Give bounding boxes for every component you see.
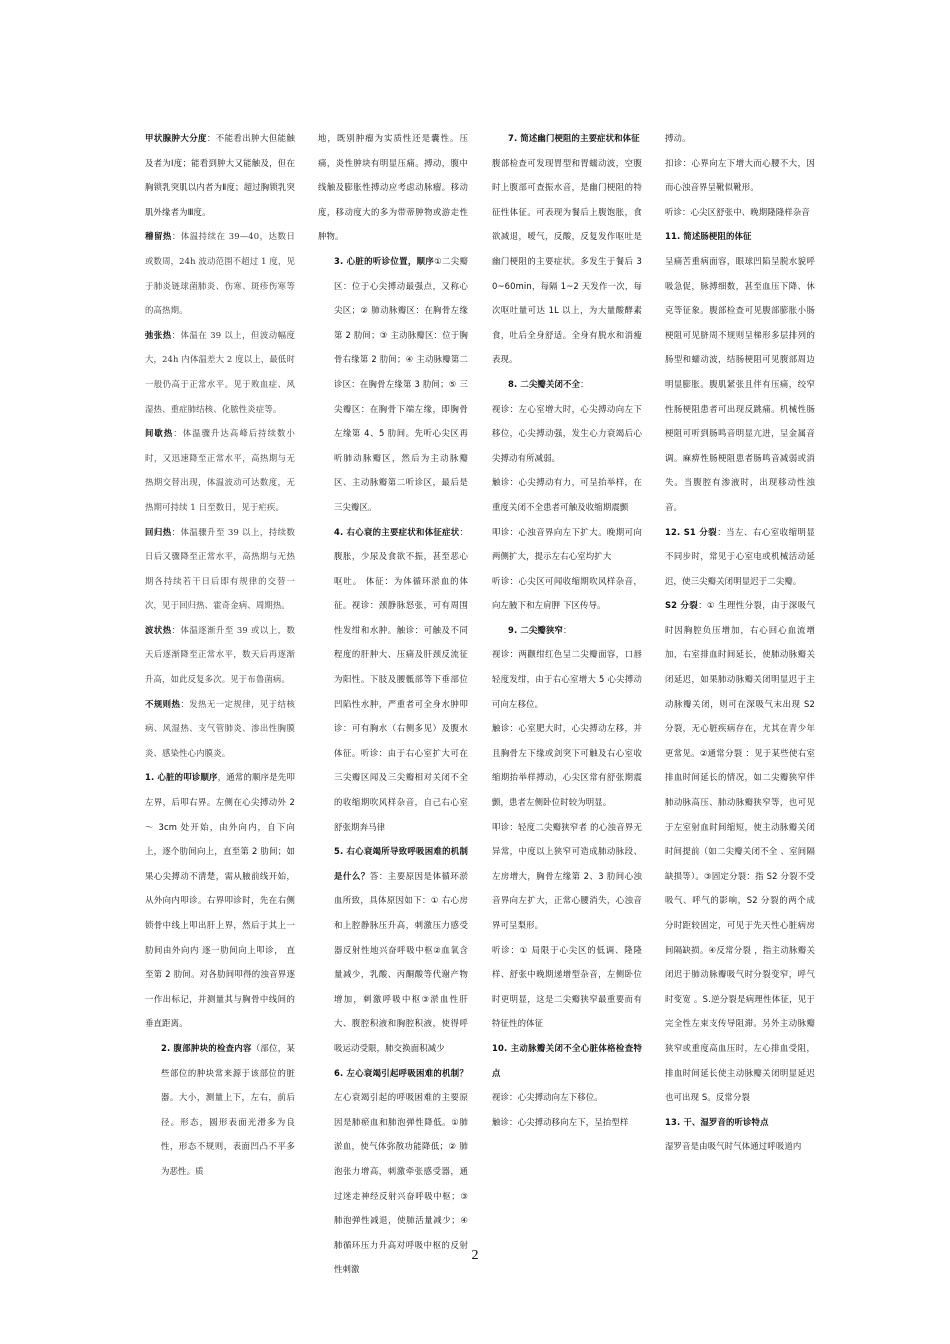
- paragraph-heading: 间歇热: [145, 428, 174, 439]
- paragraph: [318, 839, 468, 1060]
- column-4: [665, 126, 815, 1159]
- column-2: [318, 126, 468, 1282]
- paragraph: [665, 126, 815, 151]
- paragraph: [665, 520, 815, 594]
- paragraph-text: ：不能看出肿大但能触及者为Ⅰ度；能看到肿大又能触及，但在胸锁乳突肌以内者为Ⅱ度；超过胸锁乳突肌外缘者为Ⅲ度。: [145, 133, 295, 217]
- paragraph: [665, 151, 815, 200]
- paragraph: [492, 1085, 642, 1110]
- paragraph-heading: 不规则热: [145, 698, 181, 709]
- paragraph: [145, 765, 295, 1036]
- paragraph-heading: S2 分裂: [665, 600, 699, 611]
- paragraph-text: ：体温逐渐升至 39 或以上，数天后逐渐降至正常水平，数天后再逐渐升高，如此反复多次。见于布鲁菌病。: [145, 624, 295, 685]
- paragraph: [318, 520, 468, 840]
- paragraph-text: 地，既别肿瘤为实质性还是囊性。压痛，炎性肿块有明显压痛。搏动，腹中线触及膨胀性搏动应考虑动脉瘤。移动度，移动度大的多为带蒂肿物或游走性肿物。: [318, 133, 468, 242]
- paragraph: [492, 470, 642, 519]
- paragraph: [492, 520, 642, 569]
- paragraph-heading: 波状热: [145, 624, 172, 635]
- paragraph: [492, 1110, 642, 1135]
- paragraph-heading: 5. 右心衰竭所导致呼吸困难的机制是什么？: [334, 846, 468, 881]
- paragraph-heading: 弛张热: [145, 329, 172, 340]
- paragraph-text: 腹部检查可发现胃型和胃蠕动波，空腹时上腹部可查振水音，是幽门梗阻的特征性体征。可表现为餐后上腹饱胀，食欲减退，嗳气，反酸，反复发作呕吐是幽门梗阻的主要症状。多发生于餐后 30~60min，每隔 1~2 天发作一次，每次呕吐量可达 1L 以上，为大量酸酵素食，吐后全身舒适。全身有脱水和消瘦表现。: [492, 157, 642, 365]
- paragraph-text: 触诊：心室肥大时，心尖搏动左移，并且胸骨左下缘或剑突下可触及右心室收缩期抬举样搏动，心尖区常有舒张期震颤，患者左侧卧位时较为明显。: [492, 723, 642, 808]
- paragraph-heading: 11. 简述肠梗阻的体征: [665, 231, 752, 242]
- paragraph: [492, 569, 642, 618]
- paragraph: [665, 249, 815, 520]
- paragraph: [492, 151, 642, 372]
- paragraph: [492, 815, 642, 938]
- paragraph-text: ：发热无一定规律，见于结核病、风湿热、支气管肺炎、渗出性胸膜炎、感染性心内膜炎。: [145, 698, 295, 758]
- paragraph-heading: 3. 心脏的听诊位置，顺序: [334, 255, 435, 266]
- column-3: [492, 126, 642, 1134]
- paragraph-heading: 稽留热: [145, 231, 172, 242]
- paragraph-text: 听诊：① 局限于心尖区的低调、隆隆样、舒张中晚期递增型杂音，左侧卧位时更明显，这是二尖瓣狭窄最重要而有特征性的体征: [492, 944, 642, 1029]
- paragraph-text: 呈痛苦重病面容，眼球凹陷呈脱水貌呼吸急促，脉搏细数，甚至血压下降、休克等征象。腹部检查可见腹部膨胀小肠梗阻可见脐周不规则呈梯形多层排列的肠型和蠕动波，结肠梗阻可见腹部周边明显膨胀。腹肌紧张且伴有压痛，绞窄性肠梗阻患者可出现反跳痛。机械性肠梗阻可听到肠鸣音明显亢进，呈金属音调。麻痹性肠梗阻患者肠鸣音减弱或消失。当腹腔有渗液时，出现移动性浊音。: [665, 255, 815, 512]
- paragraph: [665, 224, 815, 249]
- column-1: [145, 126, 295, 1184]
- paragraph-text: 听诊：心尖区舒张中、晚期隆隆样杂音: [665, 206, 810, 217]
- paragraph-text: 左心衰竭引起的呼吸困难的主要原因是肺瘀血和肺泡弹性降低。①肺淤血，使气体弥散功能降低；② 肺泡张力增高，刺激牵张感受器，通过迷走神经反射兴奋呼吸中枢；③ 肺泡弹性减退，使肺活量减少；④ 肺循环压力升高对呼吸中枢的反射性刺激: [334, 1092, 468, 1275]
- paragraph-text: 叩诊：轻度二尖瓣狭窄者 的心浊音界无异常，中度以上狭窄可造成肺动脉段、左房增大，胸骨左缘第 2、3 肋间心浊音界向左扩大，正常心腰消失，心浊音界可呈梨形。: [492, 821, 642, 930]
- paragraph-text: ：: [580, 378, 589, 389]
- paragraph-text: ①二尖瓣区：位于心尖搏动最强点，又称心尖区；② 肺动脉瓣区：在胸骨左缘第 2 肋间；③ 主动脉瓣区：位于胸骨右缘第 2 肋间；④ 主动脉瓣第二诊区：在胸骨左缘第 3 肋间；⑤ 三尖瓣区：在胸骨下端左缘，即胸骨左缘第 4、5 肋间。先听心尖区再听肺动脉瓣区，然后为主动脉瓣区、主动脉瓣第二听诊区，最后是三尖瓣区。: [334, 255, 468, 512]
- paragraph: [145, 126, 295, 224]
- paragraph-text: 触诊：心尖搏动有力，可呈抬举样，在重度关闭不全患者可触及收缩期震颤: [492, 477, 642, 512]
- paragraph-text: ：体温在 39 以上，但波动幅度大，24h 内体温差大 2 度以上，最低时一般仍高于正常水平。见于败血症、风湿热、重症肺结核、化脓性炎症等。: [145, 329, 295, 414]
- paragraph-text: ：① 生理性分裂，由于深吸气时因胸腔负压增加，右心回心血流增加，右室排血时间延长，使肺动脉瓣关闭延迟，如果肺动脉瓣关闭明显迟于主动脉瓣关闭，则可在深吸气末出现 S2 分裂，无心脏疾病存在，尤其在青少年更常见。②通常分裂 ：见于某些使右室排血时间延长的情况，如二尖瓣狭窄伴肺动脉高压、肺动脉瓣狭窄等，也可见于左室射血时间缩短，使主动脉瓣关闭时间提前（如二尖瓣关闭不全 、室间隔缺损等）。③固定分裂：指 S2 分裂不受吸气、呼气的影响，S2 分裂的两个成分时距较固定，可见于先天性心脏病房间隔缺损。④反常分裂 ，指主动脉瓣关闭迟于肺动脉瓣吸气时分裂变窄，呼气时变宽 。S.逆分裂是病理性体征，见于完全性左束支传导阻滞。另外主动脉瓣狭窄或重度高血压时，左心排血受阻，排血时间延长使主动脉瓣关闭明显延迟也可出现 S。反常分裂: [665, 600, 815, 1103]
- paragraph-text: ：当左、右心室收缩明显不同步时，常见于心室电或机械活动延迟，使三尖瓣关闭明显迟于二尖瓣。: [665, 526, 815, 586]
- paragraph: [492, 372, 642, 397]
- paragraph-text: 听诊：心尖区可闻收缩期吹风样杂音，向左腋下和左肩胛 下区传导。: [492, 575, 642, 611]
- paragraph-heading: 9. 二尖瓣狭窄: [508, 624, 563, 635]
- paragraph-heading: 回归热: [145, 526, 172, 537]
- paragraph: [145, 421, 295, 519]
- paragraph-heading: 12. S1 分裂: [665, 526, 718, 537]
- paragraph-heading: 1. 心脏的叩诊顺序: [145, 772, 218, 783]
- paragraph: [145, 520, 295, 618]
- paragraph: [492, 716, 642, 814]
- paragraph-text: ：: [563, 624, 572, 635]
- paragraph-text: ：腹胀，少尿及食欲不振，甚至恶心呕吐。 体征：为体循环淤血的体征。视诊：颈静脉怒张，可有周围性发绀和水肿。触诊：可触及不同程度的肝肿大、压痛及肝颈反流征为阳性。下肢及腰骶部等下垂部位凹陷性水肿，严重者可全身水肿叩诊：可有胸水（右侧多见）及腹水体征。听诊：由于右心室扩大可在三尖瓣区闻及三尖瓣相对关闭不全的收缩期吹风样杂音，自己右心室舒张期奔马律: [334, 526, 468, 832]
- paragraph-text: 答：主要原因是体循环淤血所致，具体原因如下：① 右心房和上腔静脉压升高，刺激压力感受器反射性地兴奋呼吸中枢②血氧含量减少，乳酸、丙酮酸等代谢产物增加，刺激呼吸中枢③淤血性肝大、腹腔积液和胸腔积液，使得呼吸运动受限，肺交换面积减少: [334, 870, 468, 1053]
- paragraph-heading: 甲状腺肿大分度: [145, 133, 207, 143]
- paragraph: [492, 642, 642, 716]
- paragraph: [492, 618, 642, 643]
- paragraph: [318, 126, 468, 249]
- paragraph-text: 叩诊：心浊音界向左下扩大。晚期可向两侧扩大，提示左右心室均扩大: [492, 526, 642, 562]
- paragraph-text: 搏动。: [665, 133, 691, 143]
- paragraph-text: 湿罗音是由吸气时气体通过呼吸道内: [665, 1141, 802, 1152]
- paragraph-heading: 2. 腹部肿块的检查内容: [161, 1042, 252, 1053]
- paragraph-heading: 8. 二尖瓣关闭不全: [508, 378, 581, 389]
- paragraph: [665, 1134, 815, 1159]
- paragraph-heading: 4. 右心衰的主要症状和体征症状: [334, 526, 460, 537]
- paragraph-heading: 13. 干、湿罗音的听诊特点: [665, 1116, 769, 1127]
- paragraph-text: ：体温骤升至 39 以上，持续数日后又骤降至正常水平，高热期与无热期各持续若干日后即有规律的交替一次，见于回归热、霍奇金病、周期热。: [145, 526, 295, 611]
- paragraph: [665, 593, 815, 1109]
- paragraph: [145, 618, 295, 692]
- paragraph: [492, 126, 642, 151]
- paragraph-text: 视诊：心尖搏动向左下移位。: [492, 1092, 603, 1103]
- paragraph: [492, 1036, 642, 1085]
- paragraph-text: ：体温骤升达高峰后持续数小时，又迅速降至正常水平，高热期与无热期交替出现，体温波动可达数度，无热期可持续 1 日至数日，见于疟疾。: [145, 428, 295, 512]
- paragraph: [665, 200, 815, 225]
- paragraph-heading: 10. 主动脉瓣关闭不全心脏体格检查特点: [492, 1042, 642, 1078]
- paragraph: [492, 397, 642, 471]
- paragraph-text: ，通常的顺序是先叩左界，后叩右界。左侧在心尖搏动外 2 ～ 3cm 处开始，由外向内，自下向上，逐个肋间向上，直至第 2 肋间；如果心尖搏动不清楚，需从腋前线开始，从外向内叩诊。右界叩诊时，先在右侧锁骨中线上叩出肝上界，然后于其上一肋间由外向内 逐一肋间向上叩诊， 直至第 2 肋间。对各肋间叩得的浊音界逐一作出标记，并测量其与胸骨中线间的垂直距离。: [145, 772, 295, 1029]
- paragraph: [318, 249, 468, 520]
- paragraph-text: 扣诊：心界向左下增大而心腰不大，因而心浊音界呈靴似靴形。: [665, 157, 815, 193]
- paragraph-text: （部位，某些部位的肿块常来源于该部位的脏器。大小，测量上下，左右，前后径。形态，圆形表面光滑多为良性，形态不规则，表面凹凸不平多为恶性。质: [161, 1042, 295, 1176]
- paragraph: [665, 1110, 815, 1135]
- paragraph-text: 触诊：心尖搏动移向左下，呈抬型样: [492, 1116, 629, 1127]
- paragraph: [492, 938, 642, 1036]
- paragraph: [145, 692, 295, 766]
- paragraph: [145, 224, 295, 322]
- paragraph-text: 视诊：两颧绀红色呈二尖瓣面容，口唇轻度发绀，由于右心室增大 5 心尖搏动可向左移位。: [492, 649, 642, 709]
- paragraph-text: 视诊：左心室增大时，心尖搏动向左下移位，心尖搏动强，发生心力衰竭后心尖搏动有所减弱。: [492, 403, 642, 463]
- paragraph-heading: 7. 简述幽门梗阻的主要症状和体征: [508, 133, 640, 143]
- paragraph: [145, 1036, 295, 1184]
- paragraph: [145, 323, 295, 421]
- paragraph-heading: 6. 左心衰竭引起呼吸困难的机制？: [334, 1067, 468, 1078]
- paragraph-text: ：体温持续在 39—40，达数日或数周，24h 波动范围不超过 1 度，见于肺炎链球菌肺炎、伤寒、斑疹伤寒等的高热期。: [145, 231, 295, 316]
- page-number: 2: [471, 1248, 479, 1263]
